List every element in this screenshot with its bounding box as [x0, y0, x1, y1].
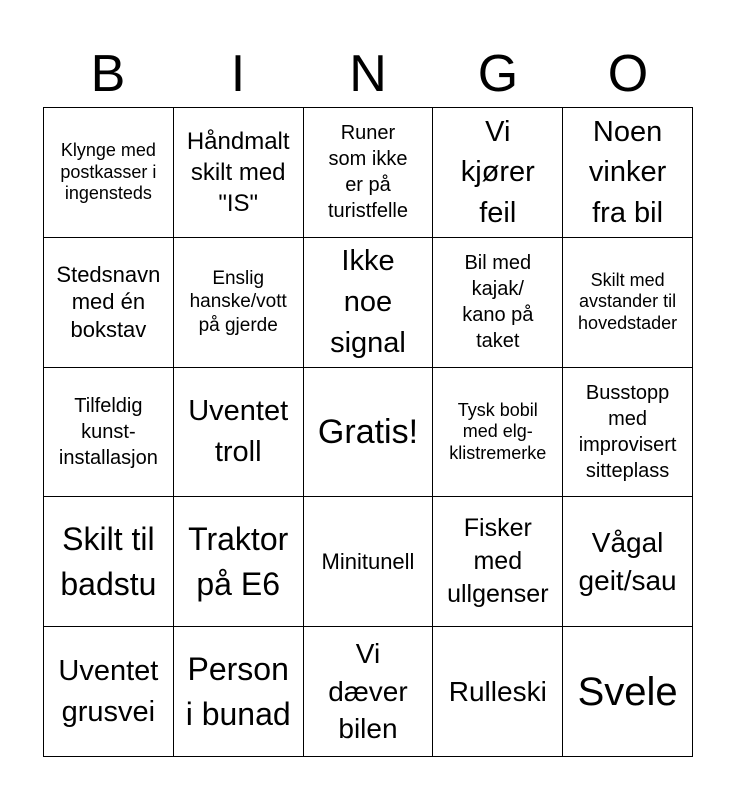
bingo-cell[interactable] — [563, 627, 693, 757]
bingo-cell[interactable] — [174, 627, 304, 757]
bingo-cell[interactable] — [174, 108, 304, 238]
bingo-cell[interactable] — [563, 108, 693, 238]
cell-text: Fisker med ullgenser — [447, 514, 549, 609]
header-letter-b: B — [90, 45, 126, 103]
cell-text: Håndmalt skilt med "IS" — [186, 127, 290, 217]
header-letter-o: O — [607, 45, 649, 103]
bingo-cell[interactable] — [44, 108, 174, 238]
bingo-cell[interactable] — [304, 627, 434, 757]
cell-text: Skilt til badstu — [60, 520, 157, 602]
cell-text: Vi dæver bilen — [328, 637, 408, 745]
bingo-cell[interactable] — [304, 108, 434, 238]
cell-text: Stedsnavn med én bokstav — [56, 261, 161, 342]
bingo-cell[interactable] — [44, 627, 174, 757]
cell-text: Traktor på E6 — [188, 520, 289, 602]
bingo-cell[interactable] — [304, 497, 434, 627]
bingo-cell[interactable] — [44, 238, 174, 368]
bingo-cell[interactable] — [433, 108, 563, 238]
cell-text: Noen vinker fra bil — [588, 115, 667, 229]
cell-text: Klynge med postkasser i ingensteds — [60, 140, 157, 204]
cell-text: Skilt med avstander til hovedstader — [578, 269, 678, 333]
cell-text: Gratis! — [317, 412, 419, 451]
cell-text: Bil med kajak/ kano på taket — [462, 252, 534, 353]
header-letter-n: N — [349, 45, 387, 103]
bingo-cell[interactable] — [174, 238, 304, 368]
bingo-cell[interactable] — [563, 238, 693, 368]
cell-text: Svele — [577, 669, 678, 714]
bingo-cell[interactable] — [174, 497, 304, 627]
bingo-cell[interactable] — [44, 497, 174, 627]
cell-text: Tilfeldig kunst- installasjon — [58, 394, 158, 469]
cell-text: Uventet troll — [188, 395, 289, 468]
bingo-cell[interactable] — [563, 368, 693, 498]
cell-text: Busstopp med improvisert sitteplass — [578, 381, 677, 482]
cell-text: Vågal geit/sau — [578, 526, 677, 596]
cell-text: Uventet grusvei — [58, 655, 159, 728]
bingo-cell[interactable] — [304, 238, 434, 368]
cell-text: Rulleski — [448, 675, 547, 707]
header-letter-i: I — [230, 45, 246, 103]
cell-text: Vi kjører feil — [460, 115, 535, 229]
cell-text: Person i bunad — [185, 650, 291, 732]
bingo-cell[interactable] — [433, 238, 563, 368]
cell-text: Enslig hanske/vott på gjerde — [189, 267, 287, 337]
bingo-cell[interactable] — [433, 497, 563, 627]
bingo-cell[interactable] — [174, 368, 304, 498]
bingo-cell[interactable] — [433, 368, 563, 498]
cell-text: Ikke noe signal — [330, 245, 406, 359]
header-letter-g: G — [477, 45, 519, 103]
bingo-cell[interactable] — [433, 627, 563, 757]
bingo-cell[interactable] — [304, 368, 434, 498]
bingo-board — [43, 107, 693, 757]
cell-text: Tysk bobil med elg- klistremerke — [449, 399, 547, 463]
cell-text: Minitunell — [321, 549, 415, 575]
cell-text: Runer som ikke er på turistfelle — [327, 122, 408, 223]
bingo-cell[interactable] — [44, 368, 174, 498]
bingo-header — [43, 40, 693, 108]
bingo-cell[interactable] — [563, 497, 693, 627]
